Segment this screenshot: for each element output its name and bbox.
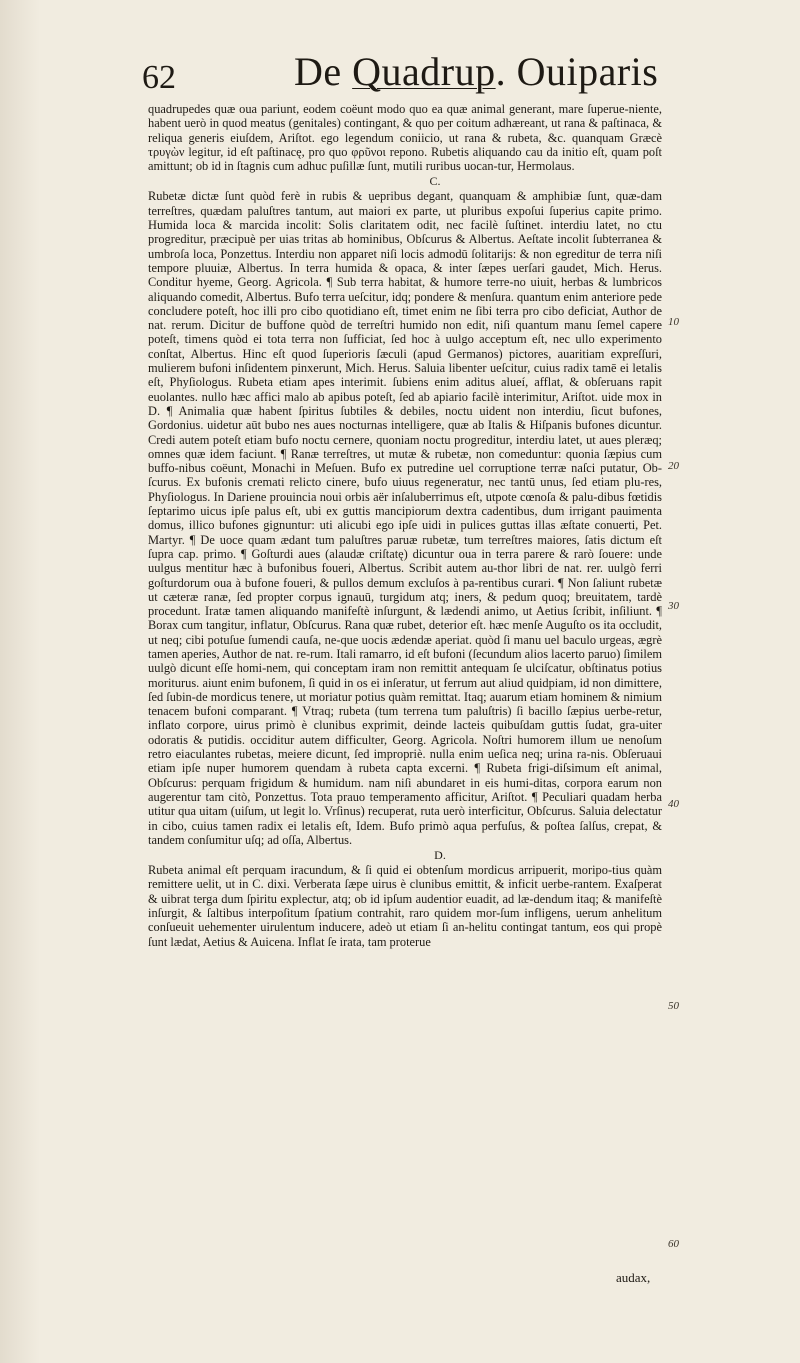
- paragraph-section-c: Rubetæ dictæ ſunt quòd ferè in rubis & uepribus degant, quanquam & amphibiæ ſunt, quæ-dam terreſtres, quædam paluſtres tantum, aut maiori ex parte, ut pluribus expoſui ſuperius capite primo. Humida loca & marcida incolit: Solis claritatem odit, nec facilè ſuſtinet. interdiu latet, no ctu progreditur, præcipuè per uias tritas ab hominibus, Obſcurus & Albertus. Aeſtate incolit ſubterranea & umbroſa loca, Ponzettus. Interdiu non apparet niſi locis admodū ſolitarijs: & non egreditur de terra niſi tempore pluuiæ, Albertus. In terra humida & opaca, & inter ſæpes uerſari gaudet, Mich. Herus. Conditur hyeme, Georg. Agricola. ¶ Sub terra habitat, & humore terre-no uiuit, herbas & lumbricos aliquando comedit, Albertus. Bufo terra ueſcitur, idq; pondere & menſura. quantum enim anteriore pede concludere poteſt, hoc illi pro cibo quotidiano eſt, timet enim ne ſibi terra pro cibo deficiat, Author de nat. rerum. Dicitur de buffone quòd de terreſtri humido non edit, niſi quantum manu ſemel capere poteſt, timens quòd ei tota terra non ſufficiat, ſed hoc à uulgo acceptum eſt, nec ullo experimento conſtat, Albertus. Hinc eſt quod ſuperioris ſæculi (apud Germanos) pictores, auaritiam expreſſuri, mulierem bufoni inſidentem pinxerunt, Mich. Herus. Saluia libenter ueſcitur, cuius radix tamē ei letalis eſt, Phyſiologus. Rubeta etiam apes interimit. ſubiens enim aditus alueí, afflat, & obſeruans rapit euolantes. nullo hæc affici malo ab apibus poteſt, ſed ab apiario facilè interimitur, Ariſtot. uide mox in D. ¶ Animalia quæ habent ſpiritus ſubtiles & debiles, noctu uident non interdiu, ſicut bufones, Gordonius. uidetur aūt bubo nes aues nocturnas intelligere, quæ ab Italis & Hiſpanis bufones dicuntur. Credi autem poteſt etiam bufo noctu cernere, quoniam noctu progreditur, interdiu latet, ut aues pleræq; omnes quæ idem faciunt. ¶ Ranæ terreſtres, ut mutæ & rubetæ, non comeduntur: quonia ſæpius cum buffo-nibus coëunt, Monachi in Meſuen. Bufo ex putredine uel corruptione terræ naſci putatur, Ob-ſcurus. Ex bufonis cremati relicto cinere, bufo uiuus regeneratur, nec tantū unus, ſed etiam plu-res, Phyſiologus. In Dariene prouincia noui orbis aër inſaluberrimus eſt, utpote cœnoſa & palu-dibus fœtidis ſeptarimo uicus ipſe palus eſt, ubi ex guttis mancipiorum dextra cadentibus, dum irrigant pauimenta domus, illico bufones gignuntur: uti alicubi ego ipſe uidi in pulices guttas illas æſtate conuerti, Pet. Martyr. ¶ De uoce quam ædant tum paluſtres paruæ rubetæ, tum terreſtres maiores, ſatis dictum eſt ſupra cap. primo. ¶ Goſturdi aues (alaudæ criſtatę) dicuntur oua in terra parere & rarò ſouere: unde uulgus mentitur hæc à bufonibus foueri, Albertus. Scribit autem au-thor libri de nat. rer. uulgò ferri goſturdorum oua à bufone foueri, & pullos demum excluſos à pa-rentibus curari. ¶ Non ſaliunt rubetæ ut cæteræ ranæ, ſed propter corpus ignauū, turgidum atq; iners, & pedum quoq; breuitatem, tardè procedunt. Iratæ tamen aliquando manifeſtè inſurgunt, & lædendi animo, ut Aetius ſcribit, inſiliunt. ¶ Borax cum tangitur, inflatur, Obſcurus. Rana quæ rubet, deterior eſt. hæc menſe Auguſto os ita occludit, ut neq; cibi potuſue ſumendi cauſa, ne-que uocis ædendæ aperiat. quòd ſi manu uel baculo urgeas, ægrè tamen aperies, Author de nat. re-rum. Itali ramarro, id eſt bufoni (ſecundum alios lacerto paruo) ſimilem uulgò dicunt eſſe homi-nem, qui conceptam iram non remittit antequam ſe ulciſcatur, obſtinatus potius moriturus. aiunt enim bufonem, ſi quid in os ei inſeratur, ut ferrum aut aliud quidpiam, id non dimittere, ſed ſubin-de mordicus tenere, ut moriatur potius quàm remittat. Itaq; auarum etiam hominem & nimium tenacem bufoni comparant. ¶ Vtraq; rubeta (tum terrena tum paluſtris) ſi bacillo ſæpius uerbe-retur, inflato corpore, uirus primò è clunibus exprimit, deinde lacteis quibuſdam guttis ſudat, gra-uiter odoratis & putidis. occiditur autem difficulter, Georg. Agricola. Noſtri humorem illum ue nenoſum retro eiaculantes rubetas, meiere dicunt, ſed impropriè. nulla enim ueſica neq; urina ra-nis. Obſeruaui etiam ipſe nuper humorem quendam à rubeta capta excerni. ¶ Rubeta frigi-diſsimum eſt animal, Obſcurus: perquam frigidum & humidum. nam niſi abundaret in eis humi-ditas, corpora earum non augerentur tam citò, Ponzettus. Tota prauo temperamento afficitur, Ariſtot. ¶ Peculiari quadam herba utitur qua uitam (uiſum, ut legit lo. Vrſinus) recuperat, ruta uerò interficitur, Obſcurus. Saluia delectatur in cibo, cuius tamen radix ei letalis eſt, Idem. Bufo primò aqua perfuſus, & poſtea ſalſus, crepat, & tandem conſumitur uſq; ad oſſa, Albertus.: [148, 189, 662, 847]
- margin-number: 60: [668, 1238, 679, 1250]
- running-head: [294, 48, 658, 96]
- running-head-part1: De: [294, 49, 353, 94]
- catchword: audax,: [616, 1270, 651, 1285]
- margin-number: 10: [668, 316, 679, 328]
- running-head-underlined: Quadrup: [352, 49, 496, 94]
- paragraph-intro: quadrupedes quæ oua pariunt, eodem coëunt modo quo ea quæ animal generant, mare ſuperue-niente, habent uerò in quod meatus (genitales) contingant, & quo per coitum adhæreant, ut rana & paſtinaca, & reliqua generis eiuſdem, Ariſtot. ego legendum coniicio, ut rana & rubeta, &c. quanquam Græcè τρυγὼν legitur, id eſt paſtinacę, pro quo φρῦνοι repono. Rubetis aliquando cau da initio eſt, quam poſt amittunt; ob id in ſtagnis cum adhuc puſillæ ſunt, mutili ruribus uocan-tur, Hermolaus.: [148, 102, 662, 174]
- page-header: [142, 48, 682, 100]
- margin-number: 30: [668, 600, 679, 612]
- margin-number: 20: [668, 460, 679, 472]
- margin-number: 40: [668, 798, 679, 810]
- main-text-column: [148, 102, 662, 949]
- section-heading-c: C.: [429, 174, 441, 189]
- gutter-shadow: [0, 0, 40, 1363]
- page-number: 62: [142, 59, 176, 96]
- margin-number: 50: [668, 1000, 679, 1012]
- section-heading-d: D.: [434, 848, 446, 863]
- running-head-part2: . Ouiparis: [495, 49, 659, 94]
- paragraph-section-d: Rubeta animal eſt perquam iracundum, & ſi quid ei obtenſum mordicus arripuerit, moripo-tius quàm remittere uelit, ut in C. dixi. Verberata ſæpe uirus è clunibus emittit, & inficit uerbe-rantem. Exaſperat & uibrat terga dum ſpiritu explectur, atq; ob id ipſum audentior euadit, ad læ-dendum itaq; & manifeſtè inſurgit, & ſaltibus interpoſitum ſpatium contrahit, raro quidem mor-ſum infligens, uerum anhelitum conſueuit uehementer uirulentum inducere, adeò ut etiam ſi an-helitu contingat tantum, eos qui propè ſunt lædat, Aetius & Auicena. Inflat ſe irata, tam proterue: [148, 863, 662, 949]
